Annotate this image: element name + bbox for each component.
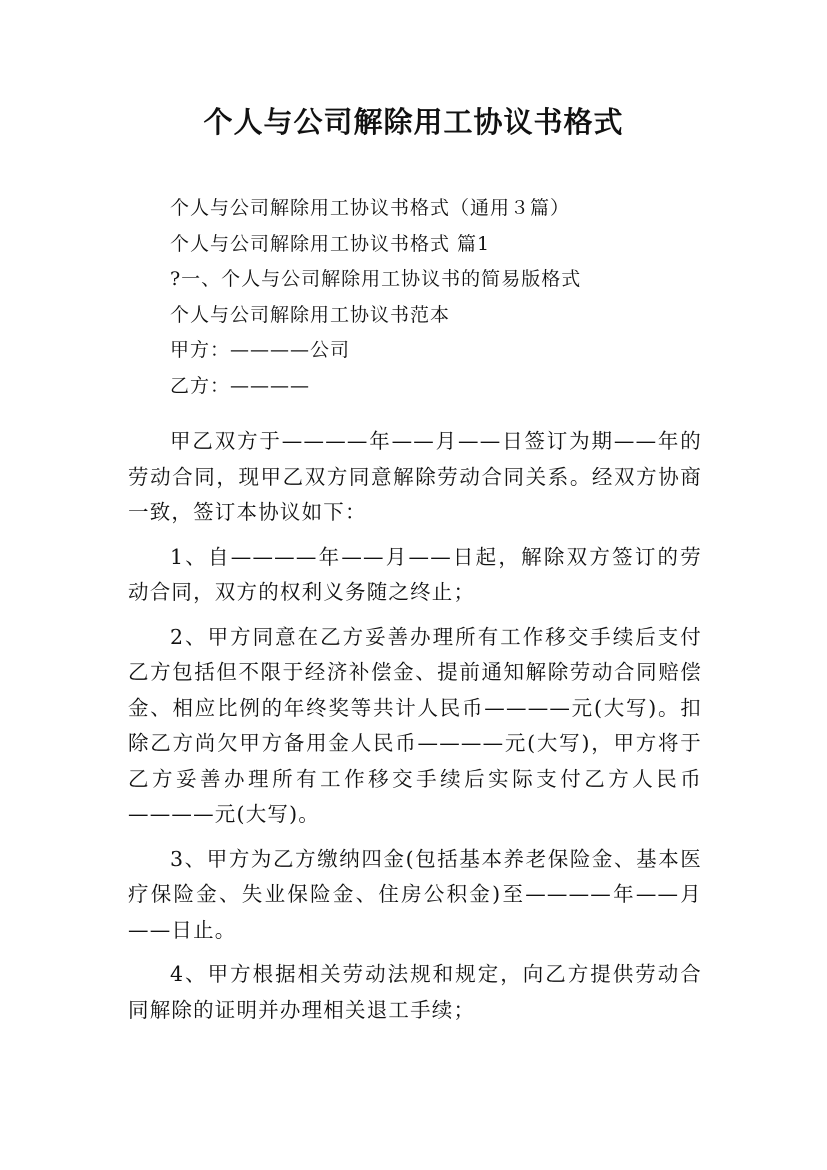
paragraph-preamble: 甲乙双方于————年——月——日签订为期——年的劳动合同，现甲乙双方同意解除劳动合同关系。经双方协商一致，签订本协议如下： <box>128 429 702 524</box>
intro-block <box>170 196 730 409</box>
intro-line-heading: ?一、个人与公司解除用工协议书的简易版格式 <box>170 268 582 290</box>
party-b-line: 乙方：———— <box>170 374 311 397</box>
paragraph-clause-1: 1、自————年——月——日起，解除双方签订的劳动合同，双方的权利义务随之终止； <box>128 544 702 604</box>
intro-line-section: 个人与公司解除用工协议书格式 篇1 <box>170 232 491 255</box>
document-title: 个人与公司解除用工协议书格式 <box>203 105 624 139</box>
paragraph-clause-4: 4、甲方根据相关劳动法规和规定，向乙方提供劳动合同解除的证明并办理相关退工手续； <box>128 962 702 1022</box>
intro-line-subtitle: 个人与公司解除用工协议书格式（通用３篇） <box>170 197 571 219</box>
paragraph-clause-3: 3、甲方为乙方缴纳四金(包括基本养老保险金、基本医疗保险金、失业保险金、住房公积金)至————年——月——日止。 <box>128 846 702 942</box>
intro-line-template: 个人与公司解除用工协议书范本 <box>170 303 451 326</box>
paragraph-clause-2: 2、甲方同意在乙方妥善办理所有工作移交手续后支付乙方包括但不限于经济补偿金、提前通知解除劳动合同赔偿金、相应比例的年终奖等共计人民币————元(大写)。扣除乙方尚欠甲方备用金人民币————元(大写)，甲方将于乙方妥善办理所有工作移交手续后实际支付乙方人民币————元(大写)。 <box>128 624 702 826</box>
party-a-line: 甲方：————公司 <box>170 339 351 361</box>
agreement-body <box>128 424 702 1037</box>
